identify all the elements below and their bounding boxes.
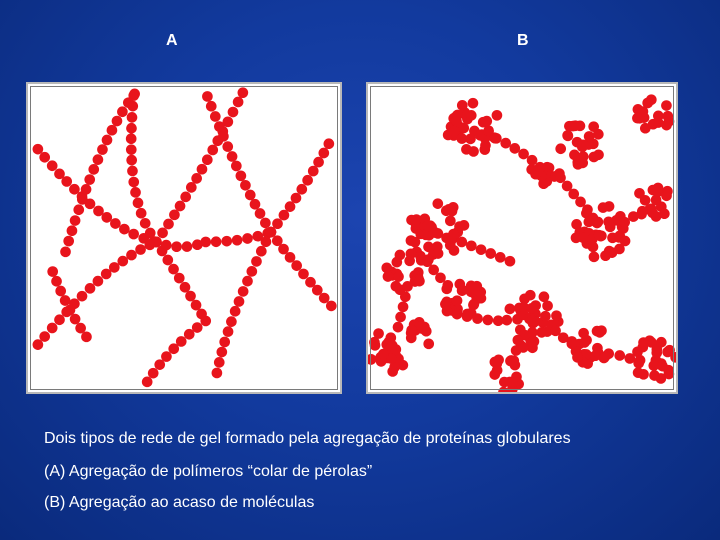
aggregate-molecule [598,202,609,213]
polymer-bead [117,106,128,117]
polymer-bead [126,250,137,261]
polymer-bead [485,248,496,259]
random-aggregate-network-panel [366,82,678,394]
polymer-bead [200,237,211,248]
polymer-bead [54,314,65,325]
polymer-bead [39,152,50,163]
polymer-bead [395,312,406,323]
polymer-bead [127,166,138,177]
polymer-bead [240,180,251,191]
aggregate-molecule [448,229,459,240]
figure-caption: Dois tipos de rede de gel formado pela agregação de proteínas globulares [44,430,571,447]
aggregate-molecule [536,327,547,338]
aggregate-molecule [406,333,417,344]
polymer-bead [174,273,185,284]
polymer-bead [466,240,477,251]
polymer-bead [238,87,249,98]
aggregate-molecule [414,276,425,287]
aggregate-molecule [579,337,590,348]
aggregate-molecule [661,100,672,111]
polymer-bead [157,228,168,239]
polymer-bead [65,305,76,316]
polymer-bead [296,184,307,195]
polymer-bead [101,212,112,223]
polymer-bead [266,227,277,238]
aggregate-molecule [638,337,649,348]
polymer-bead [81,184,92,195]
polymer-bead [119,224,130,235]
aggregate-molecule [653,183,664,194]
polymer-bead [93,276,104,287]
aggregate-molecule [661,190,672,201]
aggregate-molecule [481,116,492,127]
aggregate-molecule [423,338,434,349]
polymer-bead [140,218,151,229]
polymer-bead [226,316,237,327]
polymer-bead [398,301,409,312]
polymer-bead [472,313,483,324]
polymer-bead [456,237,467,248]
polymer-bead [230,306,241,317]
polymer-bead [261,236,272,247]
polymer-bead [308,166,319,177]
aggregate-molecule [539,291,550,302]
polymer-bead [133,198,144,209]
polymer-bead [61,176,72,187]
polymer-bead [493,315,504,326]
polymer-bead [77,194,88,205]
polymer-bead [511,345,522,356]
aggregate-molecule [578,139,589,150]
aggregate-molecule [447,206,458,217]
polymer-bead [476,244,487,255]
polymer-bead [260,218,271,229]
aggregate-molecule [483,125,494,136]
aggregate-molecule [459,220,470,231]
polymer-bead [142,377,153,388]
polymer-bead [227,151,238,162]
polymer-bead [637,206,648,217]
polymer-bead [88,164,99,175]
polymer-bead [191,300,202,311]
polymer-bead [558,332,569,343]
polymer-bead [171,241,182,252]
aggregate-molecule [600,250,611,261]
aggregate-molecule [656,337,667,348]
polymer-bead [123,97,134,108]
polymer-bead [614,350,625,361]
polymer-bead [505,256,516,267]
aggregate-molecule [507,377,518,388]
aggregate-molecule [551,310,562,321]
polymer-bead [491,133,502,144]
aggregate-molecule [491,358,502,369]
polymer-bead [175,201,186,212]
aggregate-molecule [526,303,537,314]
aggregate-molecule [432,198,443,209]
polymer-bead [126,123,137,134]
polymer-bead [393,322,404,333]
aggregate-molecule [540,311,551,322]
polymer-bead [130,187,141,198]
polymer-bead [33,144,44,155]
aggregate-molecule [469,299,480,310]
aggregate-molecule [393,271,404,282]
random-aggregate-figure [368,84,676,392]
aggregate-molecule [513,335,524,346]
polymer-bead [535,162,546,173]
aggregate-molecule [589,152,600,163]
aggregate-molecule [387,340,398,351]
aggregate-molecule [564,121,575,132]
polymer-bead [231,161,242,172]
aggregate-molecule [480,140,491,151]
polymer-bead [112,116,123,127]
polymer-bead [154,359,165,370]
aggregate-molecule [452,110,463,121]
polymer-bead [242,276,253,287]
polymer-bead [509,143,520,154]
aggregate-molecule [387,366,398,377]
polymer-bead [221,236,232,247]
polymer-bead [628,211,639,222]
polymer-bead [256,246,267,257]
polymer-bead [298,269,309,280]
caption-item-a: (A) Agregação de polímeros “colar de pérolas” [44,463,373,480]
caption-item-b: (B) Agregação ao acaso de moléculas [44,494,315,511]
polymer-bead [291,260,302,271]
polymer-bead [442,280,453,291]
polymer-bead [319,293,330,304]
polymer-bead [250,199,261,210]
polymer-bead [214,121,225,132]
polymer-bead [70,314,81,325]
polymer-bead [233,97,244,108]
bead-chain-network-figure [28,84,340,392]
polymer-bead [75,323,86,334]
aggregate-molecule [600,351,611,362]
polymer-bead [313,157,324,168]
polymer-bead [47,266,58,277]
polymer-bead [102,135,113,146]
aggregate-molecule [458,123,469,134]
polymer-bead [245,190,256,201]
polymer-bead [567,338,578,349]
aggregate-molecule [457,100,468,111]
aggregate-molecule [632,113,643,124]
polymer-bead [255,208,266,219]
polymer-bead [148,368,159,379]
polymer-bead [251,256,262,267]
aggregate-molecule [662,111,673,122]
polymer-bead [582,204,593,215]
aggregate-molecule [542,300,553,311]
polymer-bead [162,255,173,266]
aggregate-molecule [417,321,428,332]
aggregate-molecule [593,217,604,228]
polymer-bead [67,225,78,236]
aggregate-molecule [391,281,402,292]
polymer-bead [285,252,296,263]
aggregate-molecule [633,367,644,378]
aggregate-molecule [492,110,503,121]
aggregate-molecule [646,204,657,215]
aggregate-molecule [571,219,582,230]
aggregate-molecule [659,208,670,219]
polymer-bead [211,236,222,247]
aggregate-molecule [505,304,516,315]
polymer-bead [55,286,66,297]
polymer-bead [206,101,217,112]
polymer-bead [60,246,71,257]
polymer-bead [97,144,108,155]
polymer-bead [182,241,193,252]
polymer-bead [145,228,156,239]
aggregate-molecule [422,220,433,231]
aggregate-molecule [465,134,476,145]
polymer-bead [218,131,229,142]
polymer-bead [85,283,96,294]
polymer-bead [33,339,44,350]
aggregate-molecule [406,215,417,226]
polymer-bead [117,256,128,267]
polymer-bead [236,170,247,181]
polymer-bead [202,154,213,165]
aggregate-molecule [468,146,479,157]
polymer-bead [200,316,211,327]
polymer-bead [246,266,257,277]
polymer-bead [228,107,239,118]
aggregate-molecule [593,129,604,140]
aggregate-molecule [562,130,573,141]
aggregate-molecule [452,295,463,306]
polymer-bead [51,276,62,287]
polymer-bead [232,235,243,246]
polymer-bead [70,215,81,226]
aggregate-molecule [378,349,389,360]
polymer-bead [400,291,411,302]
aggregate-molecule [383,271,394,282]
polymer-bead [47,160,58,171]
aggregate-molecule [391,257,402,268]
aggregate-molecule [594,230,605,241]
polymer-bead [402,281,413,292]
aggregate-molecule [466,110,477,121]
aggregate-molecule [634,188,645,199]
aggregate-molecule [368,354,376,365]
polymer-bead [518,149,529,160]
polymer-bead [508,355,519,366]
aggregate-molecule [642,98,653,109]
polymer-bead [186,182,197,193]
polymer-bead [63,236,74,247]
aggregate-molecule [614,244,625,255]
polymer-bead [126,144,137,155]
polymer-bead [73,204,84,215]
polymer-bead [77,291,88,302]
polymer-bead [169,209,180,220]
polymer-bead [127,112,138,123]
aggregate-molecule [596,325,607,336]
polymer-bead [135,244,146,255]
aggregate-molecule [651,347,662,358]
aggregate-molecule [661,120,672,131]
polymer-bead [500,138,511,149]
polymer-bead [128,177,139,188]
polymer-bead [93,154,104,165]
aggregate-molecule [664,369,675,380]
polymer-bead [197,164,208,175]
aggregate-molecule [449,126,460,137]
polymer-bead [184,329,195,340]
polymer-bead [145,239,156,250]
polymer-bead [129,89,140,100]
aggregate-molecule [577,158,588,169]
polymer-bead-network-panel [26,82,342,394]
aggregate-molecule [369,337,380,348]
polymer-bead [81,331,92,342]
polymer-bead [128,229,139,240]
polymer-bead [109,262,120,273]
polymer-bead [39,331,50,342]
polymer-bead [219,337,230,348]
polymer-bead [222,141,233,152]
aggregate-molecule [433,248,444,259]
aggregate-molecule [584,217,595,228]
panel-b-label: B [517,32,529,49]
polymer-bead [272,218,283,229]
polymer-bead [212,368,223,379]
polymer-bead [483,315,494,326]
aggregate-molecule [468,98,479,109]
polymer-bead [326,301,337,312]
polymer-bead [324,138,335,149]
polymer-bead [238,286,249,297]
aggregate-molecule [578,232,589,243]
polymer-bead [318,148,329,159]
aggregate-molecule [445,215,456,226]
polymer-bead [635,355,646,366]
polymer-bead [60,295,71,306]
polymer-bead [126,155,137,166]
polymer-bead [624,353,635,364]
polymer-bead [234,296,245,307]
aggregate-molecule [466,281,477,292]
polymer-bead [242,233,253,244]
polymer-bead [180,192,191,203]
polymer-bead [107,125,118,136]
aggregate-molecule [406,248,417,259]
aggregate-molecule [555,143,566,154]
polymer-bead [452,309,463,320]
polymer-bead [210,111,221,122]
polymer-bead [191,173,202,184]
polymer-bead [207,145,218,156]
aggregate-molecule [607,232,618,243]
polymer-bead [163,219,174,230]
polymer-bead [291,193,302,204]
polymer-bead [168,343,179,354]
aggregate-molecule [572,352,583,363]
polymer-bead [214,357,225,368]
polymer-bead [157,246,168,257]
polymer-bead [495,252,506,263]
polymer-bead [223,326,234,337]
polymer-bead [442,306,453,317]
polymer-bead [180,282,191,293]
polymer-bead [136,208,147,219]
aggregate-molecule [410,237,421,248]
polymer-bead [278,244,289,255]
polymer-bead [185,291,196,302]
polymer-bead [110,218,121,229]
polymer-bead [168,264,179,275]
polymer-bead [202,91,213,102]
polymer-bead [84,174,95,185]
aggregate-molecule [589,252,600,263]
polymer-bead [47,323,58,334]
polymer-bead [302,175,313,186]
polymer-bead [216,347,227,358]
polymer-bead [462,311,473,322]
aggregate-molecule [527,315,538,326]
aggregate-molecule [605,222,616,233]
polymer-bead [126,133,137,144]
panel-a-label: A [166,32,178,49]
